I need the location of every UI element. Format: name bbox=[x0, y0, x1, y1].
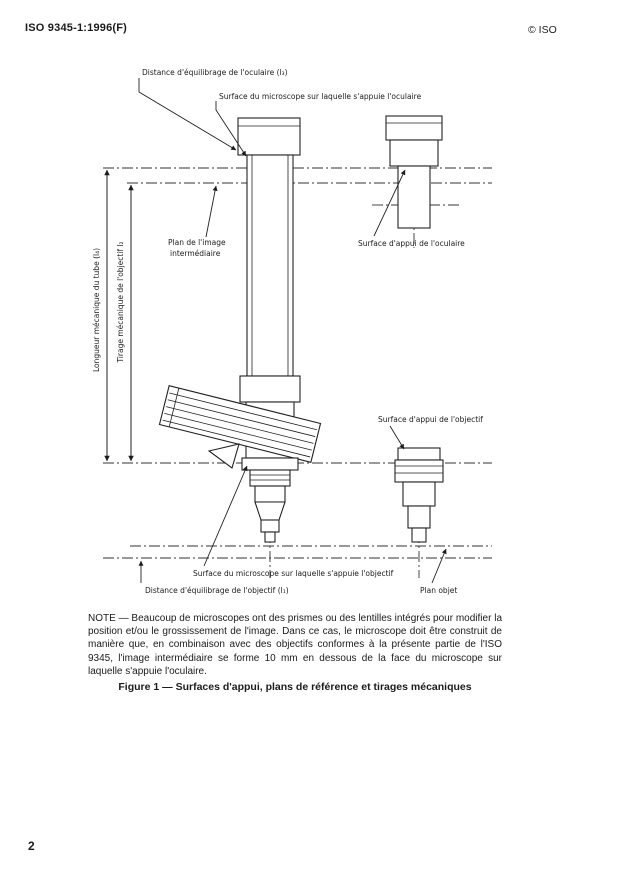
label-surface-appui-objectif: Surface d'appui de l'objectif bbox=[378, 415, 483, 424]
document-reference: ISO 9345-1:1996(F) bbox=[25, 22, 128, 34]
figure-caption: Figure 1 — Surfaces d'appui, plans de référence et tirages mécaniques bbox=[118, 681, 472, 693]
label-plan-image-line1: Plan de l'image bbox=[168, 238, 226, 247]
label-tirage-mecanique-objectif: Tirage mécanique de l'objectif l₂ bbox=[116, 241, 125, 363]
label-surface-microscope-oculaire: Surface du microscope sur laquelle s'appuie l'oculaire bbox=[219, 92, 422, 101]
label-surface-appui-oculaire: Surface d'appui de l'oculaire bbox=[358, 239, 465, 248]
label-distance-equilibrage-oculaire: Distance d'équilibrage de l'oculaire (l₃) bbox=[142, 68, 288, 77]
label-distance-equilibrage-objectif: Distance d'équilibrage de l'objectif (l₁) bbox=[145, 586, 289, 595]
copyright-notice: © ISO bbox=[528, 24, 557, 36]
reference-plane-lines bbox=[103, 168, 492, 578]
mounted-objective-drawing bbox=[242, 458, 298, 542]
label-plan-objet: Plan objet bbox=[420, 586, 458, 595]
eyepiece-drawing bbox=[386, 116, 442, 228]
objective-drawing bbox=[395, 448, 443, 542]
label-surface-microscope-objectif: Surface du microscope sur laquelle s'appuie l'objectif bbox=[193, 569, 394, 578]
page-number: 2 bbox=[28, 839, 35, 853]
label-plan-image-line2: intermédiaire bbox=[170, 249, 221, 258]
note-paragraph: NOTE — Beaucoup de microscopes ont des prismes ou des lentilles intégrés pour modifier la position et/ou le grossissement de l'image. Dans ce cas, le microscope doit être construit de manière que, en combinaison avec des objectifs conformes à la présente partie de l'ISO 9345, l'image intermédiaire se forme 10 mm en dessous de la face du microscope sur laquelle s'appuie l'oculaire. bbox=[88, 613, 502, 677]
prism-housing-wedge bbox=[209, 444, 239, 468]
label-longueur-mecanique-tube: Longueur mécanique du tube (l₄) bbox=[92, 247, 101, 373]
